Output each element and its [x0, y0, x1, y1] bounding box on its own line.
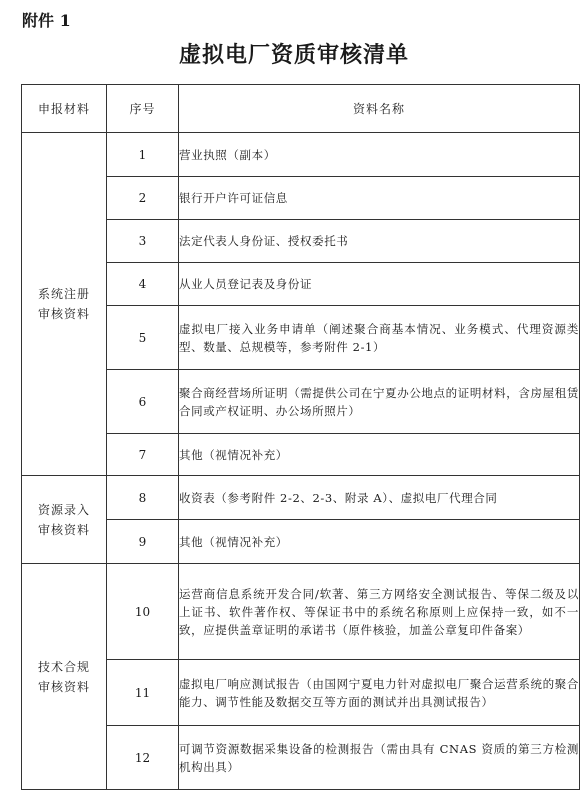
row-number: 12 [107, 726, 179, 790]
row-number: 10 [107, 564, 179, 660]
attachment-label: 附件 1 [22, 11, 71, 30]
header-sequence-no: 序号 [107, 85, 179, 133]
document-name: 其他（视情况补充） [179, 434, 580, 476]
category-label-line-1: 资源录入 [37, 502, 90, 517]
document-name: 其他（视情况补充） [179, 520, 580, 564]
document-name: 收资表（参考附件 2-2、2-3、附录 A）、虚拟电厂代理合同 [179, 476, 580, 520]
category-label-line-2: 审核资料 [37, 522, 90, 537]
row-number: 7 [107, 434, 179, 476]
row-number: 11 [107, 660, 179, 726]
row-number: 8 [107, 476, 179, 520]
header-material-type: 申报材料 [22, 85, 107, 133]
header-document-name: 资料名称 [179, 85, 580, 133]
row-number: 2 [107, 177, 179, 220]
category-technical-compliance [22, 564, 107, 790]
row-number: 4 [107, 263, 179, 306]
document-name: 聚合商经营场所证明（需提供公司在宁夏办公地点的证明材料，含房屋租赁合同或产权证明、办公场所照片） [179, 370, 580, 434]
category-resource-entry [22, 476, 107, 564]
document-name: 虚拟电厂响应测试报告（由国网宁夏电力针对虚拟电厂聚合运营系统的聚合能力、调节性能及数据交互等方面的测试并出具测试报告） [179, 660, 580, 726]
document-title: 虚拟电厂资质审核清单 [178, 42, 409, 68]
document-name: 营业执照（副本） [179, 133, 580, 177]
document-name: 从业人员登记表及身份证 [179, 263, 580, 306]
category-label-line-2: 审核资料 [37, 307, 90, 321]
document-name: 可调节资源数据采集设备的检测报告（需由具有 CNAS 资质的第三方检测机构出具） [179, 726, 580, 790]
row-number: 3 [107, 220, 179, 263]
category-system-registration [22, 133, 107, 476]
document-name: 运营商信息系统开发合同/软著、第三方网络安全测试报告、等保二级及以上证书、软件著作权、等保证书中的系统名称原则上应保持一致，如不一致，应提供盖章证明的承诺书（原件核验，加盖公章复印件备案） [179, 564, 580, 660]
row-number: 1 [107, 133, 179, 177]
table-row [22, 476, 580, 520]
table-header-row [22, 85, 580, 133]
table-row [22, 564, 580, 660]
qualification-checklist-table [21, 84, 580, 790]
category-label-line-1: 技术合规 [37, 659, 90, 674]
table-row [22, 133, 580, 177]
document-name: 银行开户许可证信息 [179, 177, 580, 220]
row-number: 5 [107, 306, 179, 370]
document-name: 虚拟电厂接入业务申请单（阐述聚合商基本情况、业务模式、代理资源类型、数量、总规模等，参考附件 2-1） [179, 306, 580, 370]
category-label-line-2: 审核资料 [37, 679, 90, 694]
row-number: 6 [107, 370, 179, 434]
row-number: 9 [107, 520, 179, 564]
document-name: 法定代表人身份证、授权委托书 [179, 220, 580, 263]
category-label-line-1: 系统注册 [37, 287, 90, 301]
